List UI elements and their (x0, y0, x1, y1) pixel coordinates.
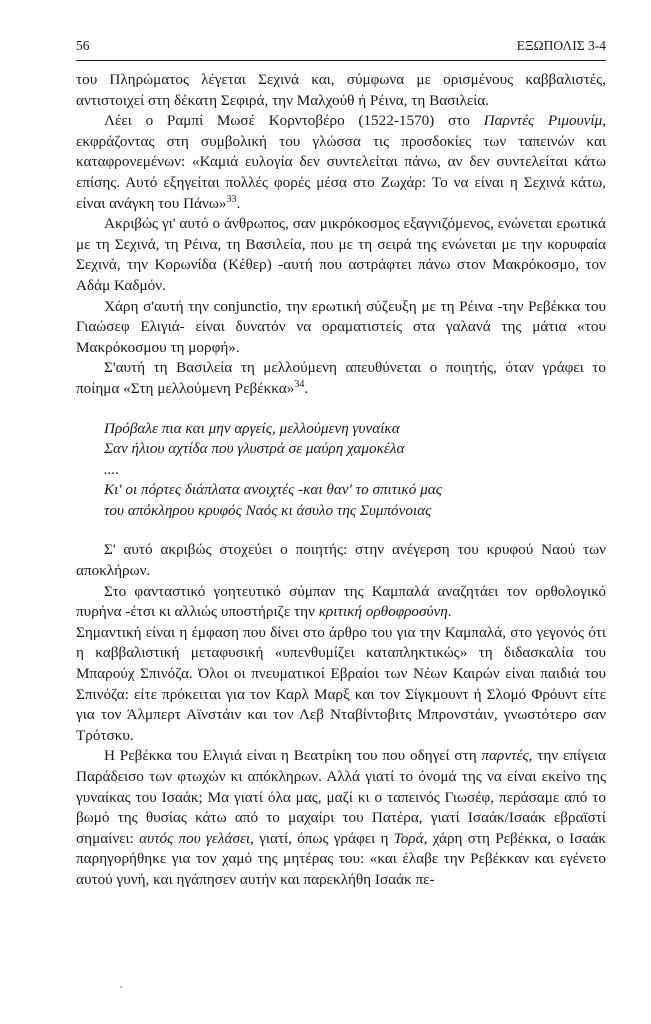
footnote-ref: 34 (294, 378, 305, 390)
emphasis: αυτός που γελάσει (139, 829, 251, 847)
paragraph: του Πληρώματος λέγεται Σεχινά και, σύμφωνα με ορισμένους καββαλιστές, αντιστοιχεί στη δέκατη Σεφιρά, την Μαλχούθ ή Ρέινα, τη Βασιλεία. (76, 71, 606, 109)
page-number: 56 (76, 38, 90, 53)
emphasis: Τορά (393, 829, 424, 847)
text-span: . (447, 603, 452, 621)
emphasis: παρντές (481, 747, 529, 765)
text-span: Η Ρεβέκκα του Ελιγιά είναι η Βεατρίκη του που οδηγεί στη (104, 747, 482, 765)
paragraph (76, 746, 606, 890)
verse-line: Σαν ήλιου αχτίδα που γλυστρά σε μαύρη χαμοκέλα (104, 440, 405, 458)
paragraph: Σ' αυτό ακριβώς στοχεύει ο ποιητής: στην ανέγερση του κρυφού Ναού των αποκλήρων. (76, 541, 606, 580)
paragraph (76, 582, 606, 623)
text-span: , γιατί, όπως γράφει η (250, 829, 394, 847)
book-title: Παρντές Ριμουνίμ (483, 112, 603, 130)
paragraph: Σημαντική είναι η έμφαση που δίνει στο άρθρο του για την Καμπαλά, στο γεγονός ότι η καββαλιστική μεταφυσική «υπενθυμίζει καταπληκτικώς» τη διδασκαλία του Μπαρούχ Σπινόζα. Όλοι οι πνευματικοί Εβραίοι των Νέων Καιρών είναι παιδιά του Σπινόζα: είτε πρόκειται για τον Καρλ Μαρξ και τον Σίγκμουντ ή Σλομό Φρόυντ είτε για τον Άλμπερτ Αϊνστάιν και τον Λεβ Νταβίντοβιτς Μπρονστάιν, γνωστότερο σαν Τρότσκυ. (76, 623, 606, 744)
footnote-ref: 33 (226, 193, 237, 205)
paragraph: Χάρη σ'αυτή την conjunctio, την ερωτική σύζευξη με τη Ρέινα -την Ρεβέκκα του Γιαώσεφ Ελιγιά- είναι δυνατόν να οραματιστείς στα γαλανά της μάτια «του Μακρόκοσμου τη μορφή». (76, 297, 606, 356)
text-span: . (304, 379, 309, 397)
main-text (76, 70, 606, 891)
scan-speck (120, 986, 122, 988)
verse-line: του απόκληρου κρυφός Ναός κι άσυλο της Συμπόνοιας (104, 501, 432, 519)
text-span: , την επίγεια Παράδεισο των φτωχών κι απόκληρων. Αλλά γιατί το όνομά της να είναι εκείνο της γυναίκας του Ισαάκ; Μα γιατί όλα μας, μαζί κι ο ταπεινός Γιωσέφ, περάσαμε από το βωμό της θυσίας κάτω από το μαχαίρι του Πατέρα, γιατί Ισαάκ/Ισαάκ εβραϊστί σημαίνει: (76, 747, 606, 847)
poem-excerpt (76, 419, 606, 522)
running-title: ΕΞΩΠΟΛΙΣ 3-4 (516, 38, 606, 53)
verse-line: .... (104, 460, 120, 478)
book-page (76, 38, 606, 891)
verse-line: Πρόβαλε πια και μην αργείς, μελλούμενη γυναίκα (104, 419, 400, 437)
text-span: Σ'αυτή τη Βασιλεία τη μελλούμενη απευθύνεται ο ποιητής, όταν γράφει το ποίημα «Στη μελλούμενη Ρεβέκκα» (76, 359, 606, 397)
verse-line: Κι' οι πόρτες διάπλατα ανοιχτές -και θαν' το σπιτικό μας (104, 481, 442, 499)
paragraph (76, 111, 606, 214)
running-header (76, 38, 606, 61)
text-span: Στο φανταστικό γοητευτικό σύμπαν της Καμπαλά αναζητάει τον ορθολογικό πυρήνα -έτσι κι αλλιώς υποστήριζε την (76, 582, 606, 621)
text-span: , χάρη στη Ρεβέκκα, ο Ισαάκ παρηγορήθηκε για τον χαμό της μητέρας του: «και έλαβε την Ρεβέκκαν και εγένετο αυτού γυνή, και ηγάπησεν αυτήν και παρεκλήθη Ισαάκ πε- (76, 829, 606, 888)
paragraph (76, 358, 606, 399)
text-span: . (236, 194, 241, 212)
text-span: Λέει ο Ραμπί Μωσέ Κορντοβέρο (1522-1570) στο (104, 112, 484, 130)
paragraph: Ακριβώς γι' αυτό ο άνθρωπος, σαν μικρόκοσμος εξαγνιζόμενος, ενώνεται ερωτικά με τη Σεχινά, τη Ρέινα, τη Βασιλεία, που με τη σειρά της ενώνεται με την κορυφαία Σεχινά, την Κορωνίδα (Κέθερ) -αυτή που αστράφτει πάνω στον Μακρόκοσμο, τον Αδάμ Καδμόν. (76, 215, 606, 294)
text-span: , εκφράζοντας στη συμβολική του γλώσσα τις προσδοκίες των ταπεινών και καταφρονεμένων: «Καμιά ευλογία δεν συντελείται πάνω, αν δεν συντελείται κάτω επίσης. Αυτό εξηγείται πολλές φορές μέσα στο Ζωχάρ: Το να είναι η Σεχινά κάτω, είναι ανάγκη του Πάνω» (76, 112, 606, 212)
emphasis: κριτική ορθοφροσύνη (318, 603, 448, 621)
